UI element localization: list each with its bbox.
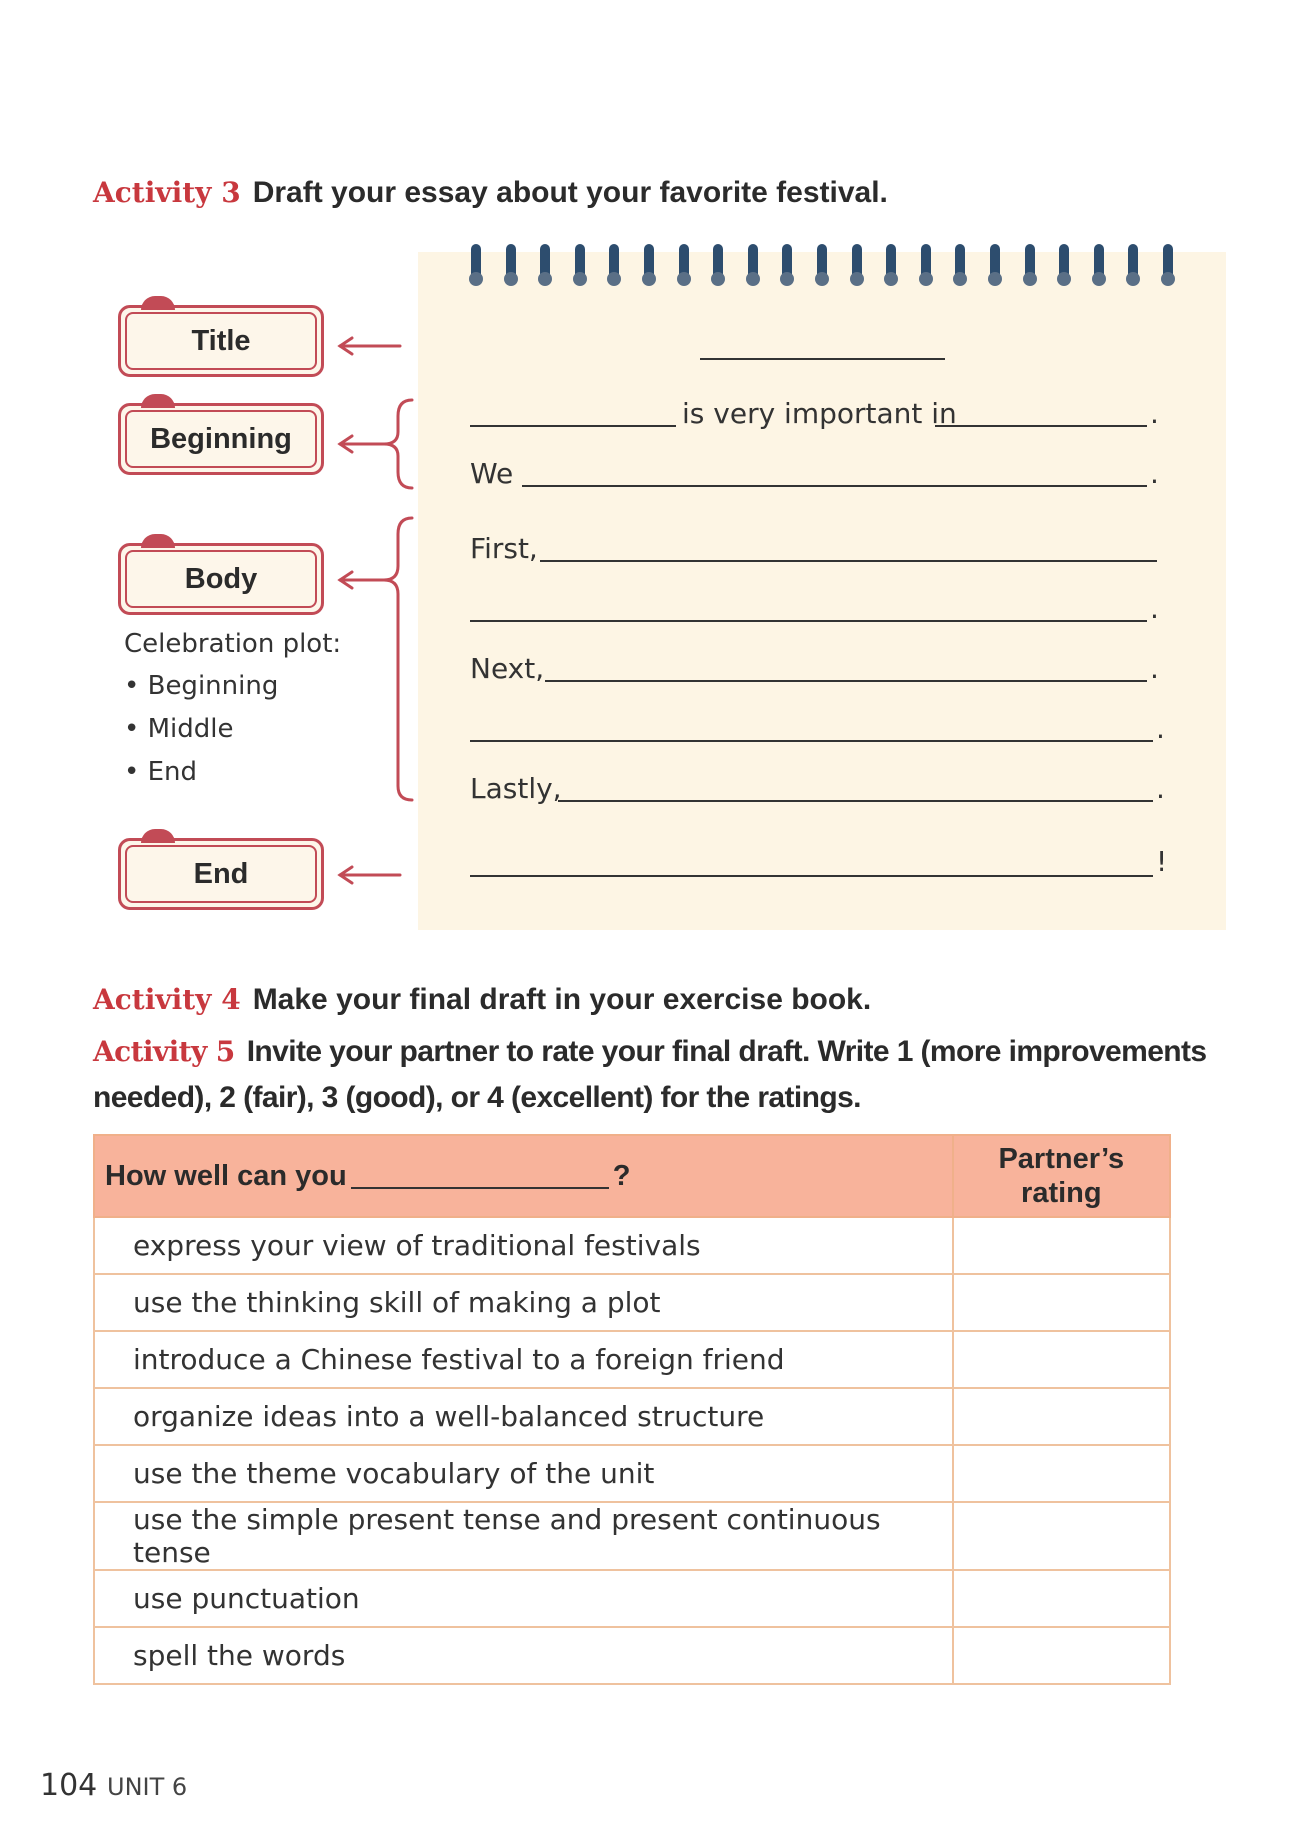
header-suffix: ? bbox=[612, 1159, 631, 1192]
spiral-ring-icon bbox=[886, 244, 896, 282]
spiral-ring-icon bbox=[1059, 244, 1069, 282]
table-row bbox=[94, 1331, 1170, 1388]
skill-cell: spell the words bbox=[94, 1627, 953, 1684]
plot-heading: Celebration plot: bbox=[124, 629, 342, 659]
plot-item-end: • End bbox=[124, 757, 198, 787]
place-blank[interactable] bbox=[935, 425, 1147, 427]
next-blank[interactable] bbox=[545, 680, 1147, 682]
skill-cell: use punctuation bbox=[94, 1570, 953, 1627]
rating-cell[interactable] bbox=[953, 1217, 1170, 1274]
activity-3-label: Activity 3 bbox=[93, 176, 241, 209]
skill-column-header bbox=[94, 1135, 953, 1217]
activity-4-heading bbox=[93, 983, 871, 1017]
line1-period: . bbox=[1150, 397, 1159, 430]
body-label: Body bbox=[184, 562, 258, 595]
spiral-ring-icon bbox=[748, 244, 758, 282]
table-row bbox=[94, 1388, 1170, 1445]
lastly-period: . bbox=[1156, 772, 1165, 805]
we-blank[interactable] bbox=[522, 485, 1147, 487]
spiral-ring-icon bbox=[540, 244, 550, 282]
skill-cell: express your view of traditional festivals bbox=[94, 1217, 953, 1274]
beginning-label: Beginning bbox=[150, 422, 292, 455]
next-text: Next, bbox=[470, 652, 545, 685]
beginning-brace bbox=[384, 400, 412, 488]
notepad bbox=[418, 252, 1226, 930]
activity-5-heading bbox=[93, 1029, 1213, 1121]
spiral-ring-icon bbox=[782, 244, 792, 282]
next-cont-period: . bbox=[1156, 712, 1165, 745]
ending-blank[interactable] bbox=[470, 875, 1153, 877]
table-row bbox=[94, 1570, 1170, 1627]
title-label: Title bbox=[191, 324, 251, 357]
rating-column-header: Partner’s rating bbox=[953, 1135, 1170, 1217]
we-period: . bbox=[1150, 457, 1159, 490]
header-prefix: How well can you bbox=[105, 1159, 347, 1192]
rating-table bbox=[93, 1134, 1171, 1685]
skill-cell: use the theme vocabulary of the unit bbox=[94, 1445, 953, 1502]
spiral-ring-icon bbox=[955, 244, 965, 282]
spiral-ring-icon bbox=[575, 244, 585, 282]
rating-cell[interactable] bbox=[953, 1388, 1170, 1445]
rating-cell[interactable] bbox=[953, 1445, 1170, 1502]
header-blank bbox=[351, 1187, 609, 1189]
skill-cell: use the thinking skill of making a plot bbox=[94, 1274, 953, 1331]
spiral-ring-icon bbox=[713, 244, 723, 282]
unit-label: UNIT 6 bbox=[107, 1773, 188, 1801]
next-period: . bbox=[1150, 652, 1159, 685]
rating-cell[interactable] bbox=[953, 1570, 1170, 1627]
skill-cell: organize ideas into a well-balanced structure bbox=[94, 1388, 953, 1445]
spiral-ring-icon bbox=[1094, 244, 1104, 282]
spiral-ring-icon bbox=[817, 244, 827, 282]
line1-mid-text: is very important in bbox=[682, 397, 957, 430]
spiral-ring-icon bbox=[1025, 244, 1035, 282]
festival-blank[interactable] bbox=[470, 425, 676, 427]
activity-5-label: Activity 5 bbox=[93, 1035, 235, 1068]
plot-item-middle: • Middle bbox=[124, 714, 234, 744]
spiral-ring-icon bbox=[852, 244, 862, 282]
page-number: 104 bbox=[40, 1768, 98, 1803]
spiral-ring-icon bbox=[471, 244, 481, 282]
table-row bbox=[94, 1445, 1170, 1502]
spiral-ring-icon bbox=[644, 244, 654, 282]
rating-cell[interactable] bbox=[953, 1331, 1170, 1388]
table-header-row bbox=[94, 1135, 1170, 1217]
first-period: . bbox=[1150, 592, 1159, 625]
table-row bbox=[94, 1627, 1170, 1684]
body-brace bbox=[384, 518, 412, 800]
activity-3-instruction: Draft your essay about your favorite festival. bbox=[252, 176, 888, 209]
table-row bbox=[94, 1217, 1170, 1274]
plot-item-beginning: • Beginning bbox=[124, 671, 279, 701]
spiral-ring-icon bbox=[921, 244, 931, 282]
first-blank[interactable] bbox=[540, 560, 1157, 562]
rating-cell[interactable] bbox=[953, 1274, 1170, 1331]
table-row bbox=[94, 1502, 1170, 1570]
rating-cell[interactable] bbox=[953, 1502, 1170, 1570]
rating-cell[interactable] bbox=[953, 1627, 1170, 1684]
activity-5-instruction: Invite your partner to rate your final draft. Write 1 (more improvements needed), 2 (fair), 3 (good), or 4 (excellent) for the ratings. bbox=[93, 1035, 1207, 1114]
title-blank[interactable] bbox=[700, 358, 945, 360]
ending-exclaim: ! bbox=[1156, 845, 1168, 878]
next-cont-blank[interactable] bbox=[470, 740, 1153, 742]
we-text: We bbox=[470, 457, 514, 490]
lastly-text: Lastly, bbox=[470, 772, 562, 805]
first-cont-blank[interactable] bbox=[470, 620, 1147, 622]
spiral-ring-icon bbox=[1163, 244, 1173, 282]
activity-4-label: Activity 4 bbox=[93, 983, 241, 1016]
skill-cell: introduce a Chinese festival to a foreign friend bbox=[94, 1331, 953, 1388]
activity-4-instruction: Make your final draft in your exercise book. bbox=[252, 983, 872, 1016]
skill-cell: use the simple present tense and present continuous tense bbox=[94, 1502, 953, 1570]
spiral-ring-icon bbox=[679, 244, 689, 282]
spiral-ring-icon bbox=[506, 244, 516, 282]
spiral-ring-icon bbox=[609, 244, 619, 282]
spiral-ring-icon bbox=[990, 244, 1000, 282]
table-row bbox=[94, 1274, 1170, 1331]
first-text: First, bbox=[470, 532, 538, 565]
spiral-ring-icon bbox=[1128, 244, 1138, 282]
end-label: End bbox=[193, 857, 249, 890]
lastly-blank[interactable] bbox=[558, 800, 1153, 802]
